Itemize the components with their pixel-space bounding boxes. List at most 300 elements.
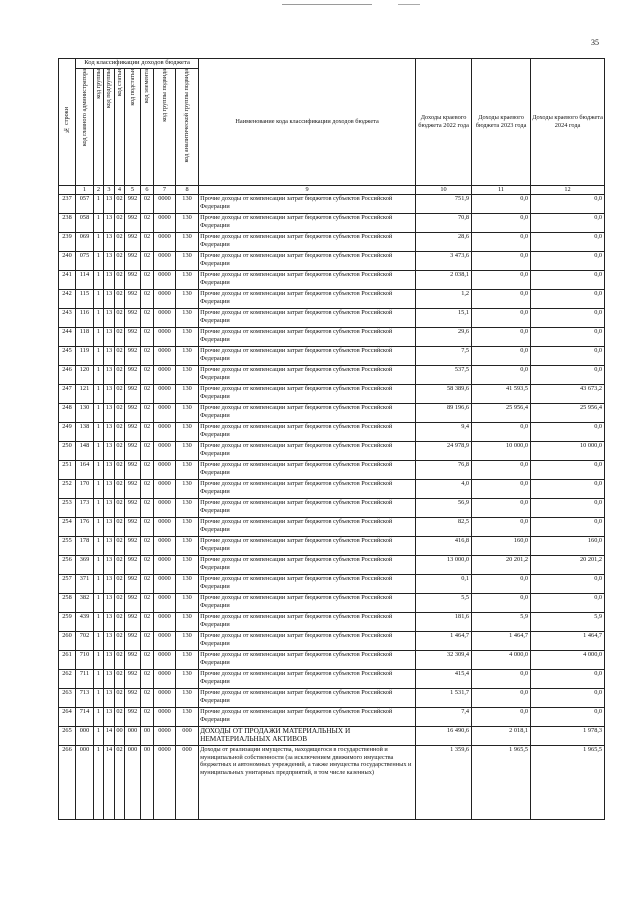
group-code-cell: 1 [94,651,104,670]
revenue-name-cell: Доходы от реализации имущества, находящегося в государственной и муниципальной собственности (за исключением движимого имущества бюджетных и автономных учреждений, а также имущества государственных и муниципальных унитарных предприятий, в том числе казенных) [199,746,416,820]
subarticle-code-cell: 992 [125,423,141,442]
subtype-group-code-cell: 0000 [154,670,176,689]
group-code-cell: 1 [94,575,104,594]
analytic-group-code-cell: 130 [176,366,199,385]
revenue-2023-cell: 0,0 [472,594,531,613]
revenue-2024-cell: 0,0 [531,499,605,518]
revenue-2022-cell: 76,8 [416,461,472,480]
table-row [59,461,605,480]
revenue-name-cell: Прочие доходы от компенсации затрат бюджетов субъектов Российской Федерации [199,613,416,632]
element-code-cell: 02 [141,575,154,594]
revenue-2024-cell: 0,0 [531,252,605,271]
column-number-cell: 7 [154,186,176,195]
row-number-cell: 249 [59,423,76,442]
article-code-cell: 02 [115,575,125,594]
admin-code-cell: 714 [76,708,94,727]
subarticle-code-cell: 992 [125,518,141,537]
group-code-cell: 1 [94,499,104,518]
revenue-2024-cell: 0,0 [531,575,605,594]
group-code-cell: 1 [94,594,104,613]
group-code-cell: 1 [94,290,104,309]
revenue-2024-cell: 0,0 [531,309,605,328]
revenue-2024-cell: 0,0 [531,461,605,480]
row-number-cell: 250 [59,442,76,461]
subgroup-code-cell: 13 [104,708,115,727]
scan-artifact-line [282,4,372,5]
admin-code-cell: 711 [76,670,94,689]
subgroup-code-cell: 13 [104,252,115,271]
admin-code-cell: 713 [76,689,94,708]
name-column-header: Наименование кода классификации доходов бюджета [199,59,416,186]
element-code-cell: 02 [141,271,154,290]
subgroup-code-cell: 13 [104,195,115,214]
row-number-cell: 242 [59,290,76,309]
table-row [59,366,605,385]
group-code-cell: 1 [94,746,104,820]
revenue-2022-cell: 416,8 [416,537,472,556]
article-code-cell: 02 [115,366,125,385]
analytic-group-code-cell: 130 [176,556,199,575]
revenue-2024-cell: 1 978,3 [531,727,605,746]
admin-code-cell: 057 [76,195,94,214]
row-number-cell: 258 [59,594,76,613]
row-number-cell: 243 [59,309,76,328]
row-number-cell: 255 [59,537,76,556]
subtype-group-code-cell: 0000 [154,366,176,385]
revenue-2023-cell: 0,0 [472,575,531,594]
table-row [59,480,605,499]
group-code-cell: 1 [94,689,104,708]
page-number: 35 [591,38,599,47]
element-code-cell: 02 [141,385,154,404]
column-number-cell: 5 [125,186,141,195]
row-number-cell: 261 [59,651,76,670]
analytic-group-code-cell: 130 [176,214,199,233]
subgroup-code-cell: 13 [104,613,115,632]
row-number-cell: 257 [59,575,76,594]
subtype-group-code-cell: 0000 [154,309,176,328]
header-row-group [59,59,605,69]
article-code-cell: 02 [115,404,125,423]
element-code-cell: 02 [141,423,154,442]
revenue-2023-cell: 0,0 [472,461,531,480]
subtype-group-code-cell: 0000 [154,385,176,404]
admin-code-cell: 000 [76,727,94,746]
subarticle-code-cell: 992 [125,537,141,556]
article-code-cell: 02 [115,461,125,480]
admin-code-cell: 170 [76,480,94,499]
analytic-group-code-header: код аналитической группы подвида [176,69,199,186]
admin-code-cell: 382 [76,594,94,613]
revenue-2024-cell: 0,0 [531,708,605,727]
subgroup-code-cell: 13 [104,632,115,651]
group-code-cell: 1 [94,404,104,423]
revenue-2023-cell: 0,0 [472,708,531,727]
analytic-group-code-cell: 130 [176,347,199,366]
admin-code-cell: 371 [76,575,94,594]
table-row [59,556,605,575]
element-code-cell: 00 [141,727,154,746]
subtype-group-code-cell: 0000 [154,746,176,820]
subtype-group-code-cell: 0000 [154,594,176,613]
subarticle-code-cell: 992 [125,613,141,632]
subtype-group-code-cell: 0000 [154,727,176,746]
revenue-2023-cell: 4 000,0 [472,651,531,670]
subarticle-code-cell: 992 [125,575,141,594]
subarticle-code-cell: 992 [125,347,141,366]
admin-code-cell: 069 [76,233,94,252]
revenue-2023-cell: 0,0 [472,499,531,518]
row-number-cell: 251 [59,461,76,480]
article-code-cell: 02 [115,347,125,366]
subtype-group-code-header: код группы подвида [154,69,176,186]
revenue-2023-cell: 0,0 [472,670,531,689]
group-code-cell: 1 [94,309,104,328]
admin-code-cell: 075 [76,252,94,271]
subtype-group-code-cell: 0000 [154,252,176,271]
subarticle-code-cell: 992 [125,328,141,347]
table-row [59,670,605,689]
analytic-group-code-cell: 130 [176,195,199,214]
group-code-cell: 1 [94,214,104,233]
revenue-2022-cell: 56,9 [416,499,472,518]
revenue-name-cell: Прочие доходы от компенсации затрат бюджетов субъектов Российской Федерации [199,423,416,442]
group-code-cell: 1 [94,613,104,632]
analytic-group-code-cell: 130 [176,708,199,727]
revenue-name-cell: Прочие доходы от компенсации затрат бюджетов субъектов Российской Федерации [199,328,416,347]
subarticle-code-cell: 992 [125,252,141,271]
admin-code-cell: 118 [76,328,94,347]
element-code-cell: 02 [141,309,154,328]
revenue-2022-cell: 1 531,7 [416,689,472,708]
revenue-2024-cell: 25 956,4 [531,404,605,423]
subarticle-code-cell: 992 [125,233,141,252]
revenue-2024-cell: 4 000,0 [531,651,605,670]
table-row [59,727,605,746]
analytic-group-code-cell: 130 [176,252,199,271]
revenue-2022-cell: 537,5 [416,366,472,385]
subarticle-code-cell: 992 [125,442,141,461]
revenue-2023-cell: 0,0 [472,309,531,328]
revenue-2024-cell: 0,0 [531,271,605,290]
revenue-2022-cell: 1 464,7 [416,632,472,651]
admin-code-cell: 119 [76,347,94,366]
revenue-2022-cell: 32 309,4 [416,651,472,670]
revenue-2023-cell: 0,0 [472,214,531,233]
subgroup-code-cell: 13 [104,651,115,670]
revenue-name-cell: Прочие доходы от компенсации затрат бюджетов субъектов Российской Федерации [199,252,416,271]
row-number-cell: 246 [59,366,76,385]
row-number-cell: 237 [59,195,76,214]
row-number-cell: 254 [59,518,76,537]
group-code-cell: 1 [94,708,104,727]
subgroup-code-cell: 13 [104,309,115,328]
article-code-cell: 02 [115,518,125,537]
admin-code-cell: 148 [76,442,94,461]
analytic-group-code-cell: 130 [176,423,199,442]
table-row [59,404,605,423]
revenue-name-cell: Прочие доходы от компенсации затрат бюджетов субъектов Российской Федерации [199,670,416,689]
admin-code-cell: 115 [76,290,94,309]
table-row [59,594,605,613]
group-code-cell: 1 [94,328,104,347]
revenue-2022-cell: 24 978,9 [416,442,472,461]
subarticle-code-cell: 992 [125,366,141,385]
element-code-cell: 02 [141,556,154,575]
revenue-name-cell: Прочие доходы от компенсации затрат бюджетов субъектов Российской Федерации [199,632,416,651]
table-row [59,252,605,271]
table-row [59,271,605,290]
row-number-cell: 263 [59,689,76,708]
revenue-2024-cell: 20 201,2 [531,556,605,575]
article-code-cell: 02 [115,537,125,556]
subtype-group-code-cell: 0000 [154,195,176,214]
revenue-2022-cell: 7,5 [416,347,472,366]
subarticle-code-cell: 992 [125,499,141,518]
admin-code-cell: 121 [76,385,94,404]
revenue-2022-cell: 15,1 [416,309,472,328]
row-number-cell: 260 [59,632,76,651]
revenue-2023-cell: 0,0 [472,252,531,271]
revenue-2023-cell: 160,0 [472,537,531,556]
revenue-2024-cell: 1 464,7 [531,632,605,651]
revenue-2024-cell: 43 673,2 [531,385,605,404]
table-row [59,290,605,309]
element-code-cell: 02 [141,252,154,271]
analytic-group-code-cell: 130 [176,651,199,670]
revenue-2024-cell: 0,0 [531,214,605,233]
admin-code-cell: 058 [76,214,94,233]
subarticle-code-cell: 992 [125,670,141,689]
table-row [59,233,605,252]
group-code-cell: 1 [94,518,104,537]
revenue-2022-cell: 9,4 [416,423,472,442]
subarticle-code-cell: 992 [125,214,141,233]
article-code-cell: 02 [115,271,125,290]
element-code-cell: 02 [141,594,154,613]
revenue-2024-cell: 0,0 [531,328,605,347]
revenue-2024-cell: 0,0 [531,347,605,366]
element-code-cell: 02 [141,404,154,423]
revenue-name-cell: Прочие доходы от компенсации затрат бюджетов субъектов Российской Федерации [199,575,416,594]
revenue-2022-cell: 415,4 [416,670,472,689]
subarticle-code-cell: 992 [125,195,141,214]
analytic-group-code-cell: 000 [176,746,199,820]
analytic-group-code-cell: 130 [176,328,199,347]
group-code-cell: 1 [94,556,104,575]
row-number-cell: 241 [59,271,76,290]
group-code-cell: 1 [94,195,104,214]
subtype-group-code-cell: 0000 [154,613,176,632]
revenue-name-cell: Прочие доходы от компенсации затрат бюджетов субъектов Российской Федерации [199,442,416,461]
revenue-name-cell: Прочие доходы от компенсации затрат бюджетов субъектов Российской Федерации [199,195,416,214]
revenue-2024-cell: 0,0 [531,480,605,499]
revenue-2023-cell: 20 201,2 [472,556,531,575]
article-code-cell: 02 [115,670,125,689]
subarticle-code-cell: 992 [125,594,141,613]
element-code-cell: 02 [141,613,154,632]
row-number-cell: 245 [59,347,76,366]
table-row [59,423,605,442]
article-code-cell: 02 [115,689,125,708]
revenue-2022-header: Доходы краевого бюджета 2022 года [416,59,472,186]
article-code-cell: 02 [115,442,125,461]
revenue-2022-cell: 2 038,1 [416,271,472,290]
revenue-2024-cell: 160,0 [531,537,605,556]
column-number-cell: 6 [141,186,154,195]
revenue-name-cell: Прочие доходы от компенсации затрат бюджетов субъектов Российской Федерации [199,366,416,385]
admin-code-cell: 130 [76,404,94,423]
admin-code-cell: 164 [76,461,94,480]
subgroup-code-cell: 13 [104,575,115,594]
revenue-2023-cell: 0,0 [472,347,531,366]
column-number-row [59,186,605,195]
analytic-group-code-cell: 130 [176,461,199,480]
subtype-group-code-cell: 0000 [154,575,176,594]
subarticle-code-cell: 992 [125,309,141,328]
subtype-group-code-cell: 0000 [154,233,176,252]
revenue-2024-cell: 0,0 [531,290,605,309]
revenue-2023-cell: 0,0 [472,689,531,708]
revenue-name-cell: Прочие доходы от компенсации затрат бюджетов субъектов Российской Федерации [199,480,416,499]
article-code-cell: 02 [115,290,125,309]
revenue-2024-header: Доходы краевого бюджета 2024 года [531,59,605,186]
element-code-header: код элемента [141,69,154,186]
subgroup-code-cell: 13 [104,366,115,385]
admin-code-cell: 116 [76,309,94,328]
group-code-cell: 1 [94,537,104,556]
group-code-cell: 1 [94,442,104,461]
row-number-cell: 247 [59,385,76,404]
subtype-group-code-cell: 0000 [154,480,176,499]
revenue-2023-cell: 2 018,1 [472,727,531,746]
table-row [59,328,605,347]
row-number-cell: 256 [59,556,76,575]
subarticle-code-cell: 992 [125,689,141,708]
article-code-cell: 02 [115,594,125,613]
article-code-cell: 02 [115,385,125,404]
element-code-cell: 02 [141,632,154,651]
scan-artifact-line [398,4,420,5]
column-number-cell: 1 [76,186,94,195]
revenue-2024-cell: 0,0 [531,689,605,708]
subtype-group-code-cell: 0000 [154,499,176,518]
element-code-cell: 00 [141,746,154,820]
element-code-cell: 02 [141,214,154,233]
row-number-cell: 253 [59,499,76,518]
subgroup-code-cell: 13 [104,461,115,480]
analytic-group-code-cell: 000 [176,727,199,746]
revenue-2024-cell: 0,0 [531,195,605,214]
table-row [59,195,605,214]
revenue-name-cell: Прочие доходы от компенсации затрат бюджетов субъектов Российской Федерации [199,233,416,252]
revenue-2023-cell: 25 956,4 [472,404,531,423]
subgroup-code-cell: 13 [104,404,115,423]
revenue-2022-cell: 4,0 [416,480,472,499]
group-code-cell: 1 [94,347,104,366]
revenue-name-cell: Прочие доходы от компенсации затрат бюджетов субъектов Российской Федерации [199,651,416,670]
revenue-name-cell: Прочие доходы от компенсации затрат бюджетов субъектов Российской Федерации [199,214,416,233]
subgroup-code-cell: 13 [104,480,115,499]
revenue-name-cell: Прочие доходы от компенсации затрат бюджетов субъектов Российской Федерации [199,556,416,575]
revenue-2024-cell: 0,0 [531,594,605,613]
row-number-cell: 239 [59,233,76,252]
subarticle-code-cell: 992 [125,480,141,499]
subtype-group-code-cell: 0000 [154,290,176,309]
revenue-classification-table [58,58,605,820]
subarticle-code-cell: 992 [125,461,141,480]
table-row [59,537,605,556]
revenue-name-cell: Прочие доходы от компенсации затрат бюджетов субъектов Российской Федерации [199,347,416,366]
column-number-cell [59,186,76,195]
admin-code-cell: 000 [76,746,94,820]
revenue-2022-cell: 0,1 [416,575,472,594]
subarticle-code-cell: 992 [125,632,141,651]
revenue-2022-cell: 58 389,6 [416,385,472,404]
admin-code-cell: 114 [76,271,94,290]
article-code-cell: 02 [115,480,125,499]
table-row [59,708,605,727]
admin-code-cell: 710 [76,651,94,670]
table-row [59,689,605,708]
subgroup-code-cell: 13 [104,290,115,309]
analytic-group-code-cell: 130 [176,594,199,613]
column-number-cell: 3 [104,186,115,195]
revenue-2023-cell: 0,0 [472,195,531,214]
element-code-cell: 02 [141,347,154,366]
subgroup-code-cell: 13 [104,670,115,689]
column-number-cell: 2 [94,186,104,195]
revenue-2024-cell: 5,9 [531,613,605,632]
revenue-2023-cell: 10 000,0 [472,442,531,461]
table-row [59,499,605,518]
subgroup-code-cell: 13 [104,594,115,613]
admin-code-cell: 439 [76,613,94,632]
subgroup-code-cell: 13 [104,499,115,518]
table-row [59,651,605,670]
group-code-cell: 1 [94,233,104,252]
analytic-group-code-cell: 130 [176,537,199,556]
revenue-2024-cell: 1 965,5 [531,746,605,820]
revenue-2024-cell: 0,0 [531,366,605,385]
table-row [59,632,605,651]
subtype-group-code-cell: 0000 [154,442,176,461]
revenue-name-cell: Прочие доходы от компенсации затрат бюджетов субъектов Российской Федерации [199,309,416,328]
classification-group-header: Код классификации доходов бюджета [76,59,199,69]
subgroup-code-cell: 13 [104,271,115,290]
row-number-cell: 262 [59,670,76,689]
admin-code-header: код главного администратора [76,69,94,186]
table-row [59,347,605,366]
revenue-name-cell: Прочие доходы от компенсации затрат бюджетов субъектов Российской Федерации [199,404,416,423]
subtype-group-code-cell: 0000 [154,651,176,670]
analytic-group-code-cell: 130 [176,290,199,309]
revenue-2023-cell: 0,0 [472,271,531,290]
article-code-cell: 02 [115,499,125,518]
group-code-cell: 1 [94,252,104,271]
revenue-2023-cell: 0,0 [472,366,531,385]
table-row [59,442,605,461]
element-code-cell: 02 [141,651,154,670]
row-number-cell: 244 [59,328,76,347]
column-number-cell: 8 [176,186,199,195]
revenue-2023-cell: 0,0 [472,233,531,252]
revenue-2022-cell: 751,9 [416,195,472,214]
revenue-2023-cell: 1 965,5 [472,746,531,820]
column-number-cell: 9 [199,186,416,195]
row-number-cell: 259 [59,613,76,632]
element-code-cell: 02 [141,518,154,537]
